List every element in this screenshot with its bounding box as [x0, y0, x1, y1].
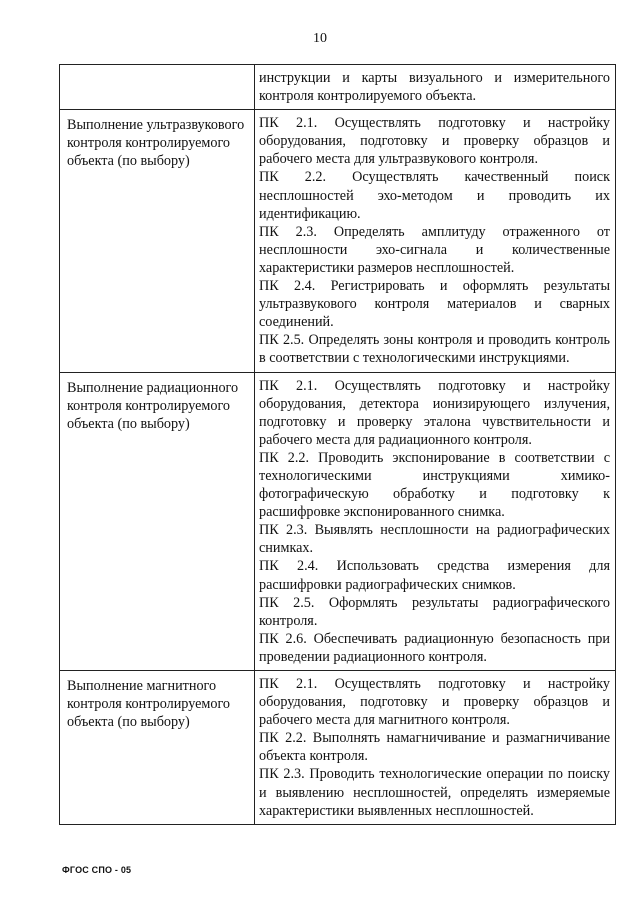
- competency-item: ПК 2.5. Определять зоны контроля и проводить контроль в соответствии с технологическими инструкциями.: [259, 332, 610, 367]
- table-row: [60, 372, 616, 671]
- table-row: [60, 671, 616, 825]
- table-row: [60, 110, 616, 372]
- competency-item: ПК 2.2. Выполнять намагничивание и размагничивание объекта контроля.: [259, 730, 610, 765]
- competencies-cell: [255, 372, 616, 671]
- competencies-cell: [255, 671, 616, 825]
- activity-cell: [60, 65, 255, 110]
- competency-item: ПК 2.2. Осуществлять качественный поиск несплошностей эхо-методом и проводить их идентификацию.: [259, 169, 610, 222]
- competency-item: ПК 2.1. Осуществлять подготовку и настройку оборудования, детектора ионизирующего излучения, подготовку и проверку эталона чувствительности и рабочего места для радиационного контроля.: [259, 377, 610, 448]
- page-number: 10: [313, 31, 327, 46]
- competency-item: ПК 2.2. Проводить экспонирование в соответствии с технологическими инструкциями химико-фотографическую обработку и подготовку к расшифровке экспонированного снимка.: [259, 449, 610, 521]
- activity-cell: Выполнение ультразвукового контроля контролируемого объекта (по выбору): [60, 110, 255, 372]
- competency-item: ПК 2.4. Использовать средства измерения для расшифровки радиографических снимков.: [259, 558, 610, 593]
- activity-cell: Выполнение радиационного контроля контролируемого объекта (по выбору): [60, 372, 255, 671]
- competency-table: [59, 64, 616, 825]
- competency-item: ПК 2.3. Определять амплитуду отраженного от несплошности эхо-сигнала и количественные характеристики размеров несплошностей.: [259, 223, 610, 276]
- table-row: [60, 65, 616, 110]
- competencies-cell: [255, 65, 616, 110]
- competency-item: ПК 2.4. Регистрировать и оформлять результаты ультразвукового контроля материалов и сварных соединений.: [259, 278, 610, 331]
- competency-item: инструкции и карты визуального и измерительного контроля контролируемого объекта.: [259, 70, 610, 105]
- competency-item: ПК 2.1. Осуществлять подготовку и настройку оборудования, подготовку и проверку образцов и рабочего места для магнитного контроля.: [259, 676, 610, 729]
- competency-item: ПК 2.3. Выявлять несплошности на радиографических снимках.: [259, 522, 610, 557]
- competency-item: ПК 2.1. Осуществлять подготовку и настройку оборудования, подготовку и проверку образцов и рабочего места для ультразвукового контроля.: [259, 115, 610, 168]
- competency-item: ПК 2.3. Проводить технологические операции по поиску и выявлению несплошностей, определять измеряемые характеристики выявленных несплошностей.: [259, 766, 610, 819]
- competencies-cell: [255, 110, 616, 372]
- document-footer: ФГОС СПО - 05: [62, 865, 132, 875]
- table-body: [60, 65, 616, 825]
- activity-cell: Выполнение магнитного контроля контролируемого объекта (по выбору): [60, 671, 255, 825]
- competency-item: ПК 2.5. Оформлять результаты радиографического контроля.: [259, 594, 610, 629]
- competency-item: ПК 2.6. Обеспечивать радиационную безопасность при проведении радиационного контроля.: [259, 630, 610, 665]
